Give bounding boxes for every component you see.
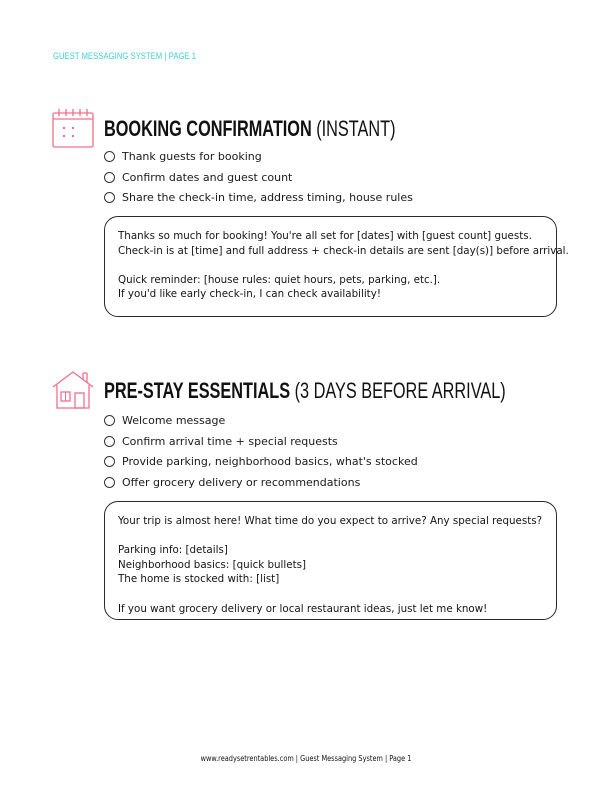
message-line: Your trip is almost here! What time do you expect to arrive? Any special requests? <box>118 515 543 527</box>
checkbox-circle[interactable] <box>104 415 115 426</box>
message-template-box <box>104 216 569 317</box>
checklist-item[interactable] <box>104 167 413 188</box>
checklist-item[interactable] <box>104 187 413 208</box>
checklist-item-label: Offer grocery delivery or recommendations <box>122 475 361 489</box>
checklist-item-label: Confirm dates and guest count <box>122 170 293 184</box>
message-line: Neighborhood basics: [quick bullets] <box>118 558 306 571</box>
checklist-item-label: Provide parking, neighborhood basics, what's stocked <box>122 455 418 469</box>
page-header-label: GUEST MESSAGING SYSTEM | PAGE 1 <box>53 51 197 62</box>
booking-checklist <box>104 146 413 208</box>
calendar-icon <box>52 108 94 148</box>
message-line: If you want grocery delivery or local restaurant ideas, just let me know! <box>118 602 488 615</box>
message-line: Check-in is at [time] and full address + check-in details are sent [day(s)] before arrival. <box>118 244 569 257</box>
section-title-timing: (3 DAYS BEFORE ARRIVAL) <box>290 378 506 403</box>
page-footer: www.readysetrentables.com | Guest Messaging System | Page 1 <box>200 754 412 763</box>
message-line: Thanks so much for booking! You're all set for [dates] with [guest count] guests. <box>118 230 532 242</box>
checklist-item[interactable] <box>104 146 413 167</box>
message-template-box <box>104 501 557 620</box>
section-title-strong: PRE-STAY ESSENTIALS <box>104 378 291 403</box>
checkbox-circle[interactable] <box>104 172 115 183</box>
section-title-strong: BOOKING CONFIRMATION <box>104 116 312 141</box>
checkbox-circle[interactable] <box>104 151 115 162</box>
checklist-item-label: Welcome message <box>122 413 226 427</box>
checklist-item[interactable] <box>104 410 418 431</box>
section-title-timing: (INSTANT) <box>311 116 396 141</box>
checkbox-circle[interactable] <box>104 192 115 203</box>
checklist-item-label: Confirm arrival time + special requests <box>122 434 338 448</box>
checklist-item[interactable] <box>104 431 418 452</box>
checkbox-circle[interactable] <box>104 436 115 447</box>
checkbox-circle[interactable] <box>104 477 115 488</box>
message-line: The home is stocked with: [list] <box>118 573 280 586</box>
checklist-item-label: Thank guests for booking <box>122 149 262 163</box>
message-line: Parking info: [details] <box>118 544 228 557</box>
section-title <box>104 116 396 142</box>
checkbox-circle[interactable] <box>104 456 115 467</box>
house-icon <box>52 370 94 410</box>
checklist-item[interactable] <box>104 451 418 472</box>
pre-stay-checklist <box>104 410 418 493</box>
section-title <box>104 378 506 404</box>
message-line: Quick reminder: [house rules: quiet hours, pets, parking, etc.]. <box>118 273 441 286</box>
checklist-item[interactable] <box>104 472 418 493</box>
message-line: If you'd like early check-in, I can check availability! <box>118 288 381 301</box>
checklist-item-label: Share the check-in time, address timing, house rules <box>122 191 413 205</box>
